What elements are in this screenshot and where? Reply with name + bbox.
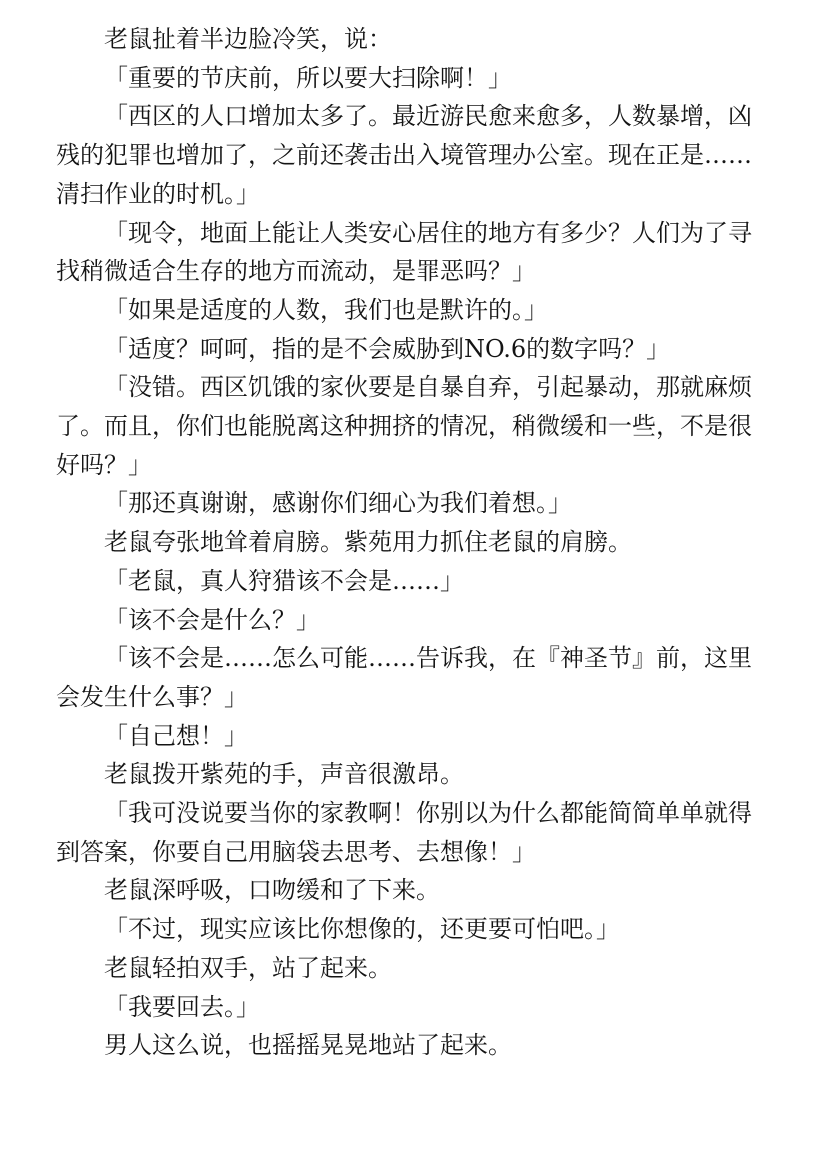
paragraph: 「该不会是什么？」 xyxy=(104,605,320,634)
paragraph: 「重要的节庆前，所以要大扫除啊！」 xyxy=(104,63,512,92)
paragraph: 「那还真谢谢，感谢你们细心为我们着想。」 xyxy=(104,489,572,518)
paragraph: 老鼠夸张地耸着肩膀。紫苑用力抓住老鼠的肩膀。 xyxy=(104,528,632,557)
paragraph: 「西区的人口增加太多了。最近游民愈来愈多，人数暴增，凶残的犯罪也增加了，之前还袭击出入境管理办公室。现在正是……清扫作业的时机。」 xyxy=(56,102,752,208)
paragraph: 「不过，现实应该比你想像的，还更要可怕吧。」 xyxy=(104,915,620,944)
paragraph: 「该不会是……怎么可能……告诉我，在『神圣节』前，这里会发生什么事？」 xyxy=(56,644,752,711)
paragraph: 老鼠拨开紫苑的手，声音很激昂。 xyxy=(104,760,464,789)
paragraph: 男人这么说，也摇摇晃晃地站了起来。 xyxy=(104,1031,512,1060)
paragraph: 「老鼠，真人狩猎该不会是……」 xyxy=(104,566,464,595)
document-page xyxy=(56,20,752,1065)
paragraph: 「没错。西区饥饿的家伙要是自暴自弃，引起暴动，那就麻烦了。而且，你们也能脱离这种拥挤的情况，稍微缓和一些，不是很好吗？」 xyxy=(56,373,752,479)
paragraph: 「如果是适度的人数，我们也是默许的。」 xyxy=(104,295,548,324)
paragraph: 「我可没说要当你的家教啊！你别以为什么都能简简单单就得到答案，你要自己用脑袋去思考、去想像！」 xyxy=(56,799,752,866)
paragraph: 「自己想！」 xyxy=(104,721,248,750)
paragraph: 「适度？呵呵，指的是不会威胁到NO.6的数字吗？」 xyxy=(104,334,671,363)
paragraph: 「现令，地面上能让人类安心居住的地方有多少？人们为了寻找稍微适合生存的地方而流动，是罪恶吗？」 xyxy=(56,218,752,286)
paragraph: 老鼠深呼吸，口吻缓和了下来。 xyxy=(104,876,440,905)
paragraph: 老鼠轻拍双手，站了起来。 xyxy=(104,953,392,982)
paragraph: 「我要回去。」 xyxy=(104,992,260,1021)
paragraph: 老鼠扯着半边脸冷笑，说： xyxy=(104,25,392,53)
